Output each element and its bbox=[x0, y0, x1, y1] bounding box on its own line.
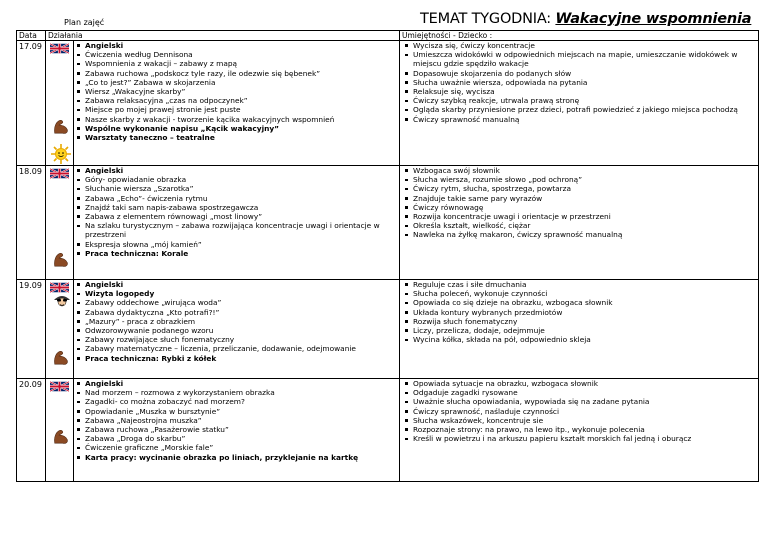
skill-item: Nawleka na żyłkę makaron, ćwiczy sprawność manualną bbox=[400, 230, 758, 239]
skill-item: Wzbogaca swój słownik bbox=[400, 166, 758, 175]
skills-cell bbox=[400, 166, 759, 280]
skill-item: Znajduje takie same pary wyrazów bbox=[400, 194, 758, 203]
row-date: 17.09 bbox=[17, 41, 46, 166]
skill-item: Ogląda skarby przyniesione przez dzieci, potrafi powiedzieć z jakiego miejsca pochodzą bbox=[400, 105, 758, 114]
activity-item: Zabawa ruchowa „Pasażerowie statku” bbox=[74, 425, 399, 434]
table-row bbox=[17, 166, 759, 280]
activity-item: Warsztaty taneczno – teatralne bbox=[74, 133, 399, 142]
activity-item: Zabawa „Najeostrojna muszka” bbox=[74, 416, 399, 425]
skill-item: Słucha wiersza, rozumie słowo „pod ochroną” bbox=[400, 175, 758, 184]
uk-flag-icon bbox=[50, 43, 69, 54]
table-row bbox=[17, 41, 759, 166]
activity-item: Miejsce po mojej prawej stronie jest puste bbox=[74, 105, 399, 114]
activity-item: Nasze skarby z wakacji - tworzenie kącika wakacyjnych wspomnień bbox=[74, 115, 399, 124]
skill-item: Uważnie słucha opowiadania, wypowiada się na zadane pytania bbox=[400, 397, 758, 406]
activity-item: Na szlaku turystycznym – zabawa rozwijająca koncentracje uwagi i orientacje w przestrzeni bbox=[74, 221, 399, 239]
uk-flag-icon bbox=[50, 282, 69, 293]
sun-face-icon bbox=[50, 143, 72, 165]
activity-item: „Co to jest?” Zabawa w skojarzenia bbox=[74, 78, 399, 87]
activity-item: Zabawa relaksacyjna „czas na odpoczynek” bbox=[74, 96, 399, 105]
skill-item: Ćwiczy równowagę bbox=[400, 203, 758, 212]
flexed-arm-icon bbox=[52, 427, 70, 445]
skill-item: Rozwija koncentracje uwagi i orientacje w przestrzeni bbox=[400, 212, 758, 221]
activity-item: Angielski bbox=[74, 280, 399, 289]
icon-cell bbox=[46, 41, 74, 166]
icon-cell bbox=[46, 379, 74, 482]
activity-item: Zabawy rozwijające słuch fonematyczny bbox=[74, 335, 399, 344]
activity-item: „Mazury” - praca z obrazkiem bbox=[74, 317, 399, 326]
activity-item: Nad morzem – rozmowa z wykorzystaniem obrazka bbox=[74, 388, 399, 397]
skill-item: Rozwija słuch fonematyczny bbox=[400, 317, 758, 326]
title-prefix: TEMAT TYGODNIA: bbox=[420, 11, 556, 27]
uk-flag-icon bbox=[50, 168, 69, 179]
skill-item: Wycina kółka, składa na pół, odpowiednio skleja bbox=[400, 335, 758, 344]
header-activities: Działania bbox=[46, 31, 400, 41]
activity-item: Odwzorowywanie podanego wzoru bbox=[74, 326, 399, 335]
skill-item: Ćwiczy sprawność manualną bbox=[400, 115, 758, 124]
skill-item: Odgaduje zagadki rysowane bbox=[400, 388, 758, 397]
activity-item: Angielski bbox=[74, 41, 399, 50]
uk-flag-icon bbox=[50, 381, 69, 392]
flexed-arm-icon bbox=[52, 250, 70, 268]
skill-item: Rozpoznaje strony: na prawo, na lewo itp., wykonuje polecenia bbox=[400, 425, 758, 434]
activity-item: Ćwiczenie graficzne „Morskie fale” bbox=[74, 443, 399, 452]
skill-item: Reguluje czas i siłe dmuchania bbox=[400, 280, 758, 289]
week-theme: Wakacyjne wspomnienia bbox=[555, 11, 752, 27]
activity-item: Ćwiczenia według Dennisona bbox=[74, 50, 399, 59]
activities-cell bbox=[74, 379, 400, 482]
skill-item: Słucha poleceń, wykonuje czynności bbox=[400, 289, 758, 298]
row-date: 18.09 bbox=[17, 166, 46, 280]
page-title bbox=[420, 11, 751, 27]
skills-cell bbox=[400, 280, 759, 379]
activity-item: Góry- opowiadanie obrazka bbox=[74, 175, 399, 184]
activities-cell bbox=[74, 166, 400, 280]
skill-item: Ćwiczy sprawność, naśladuje czynności bbox=[400, 407, 758, 416]
activities-cell bbox=[74, 280, 400, 379]
activity-item: Wspomnienia z wakacji – zabawy z mapą bbox=[74, 59, 399, 68]
skill-item: Ćwiczy szybką reakcje, utrwala prawą stronę bbox=[400, 96, 758, 105]
activity-item: Opowiadanie „Muszka w bursztynie” bbox=[74, 407, 399, 416]
skill-item: Opowiada co się dzieje na obrazku, wzbogaca słownik bbox=[400, 298, 758, 307]
skill-item: Relaksuje się, wycisza bbox=[400, 87, 758, 96]
activity-item: Ekspresja słowna „mój kamień” bbox=[74, 240, 399, 249]
table-row bbox=[17, 280, 759, 379]
activity-item: Praca techniczna: Korale bbox=[74, 249, 399, 258]
activity-item: Wiersz „Wakacyjne skarby” bbox=[74, 87, 399, 96]
activities-cell bbox=[74, 41, 400, 166]
weekly-plan-table bbox=[16, 30, 759, 482]
header-skills: Umiejętności - Dziecko : bbox=[400, 31, 759, 41]
skills-cell bbox=[400, 41, 759, 166]
activity-item: Praca techniczna: Rybki z kółek bbox=[74, 354, 399, 363]
skill-item: Umieszcza widokówki w odpowiednich miejscach na mapie, umieszczanie widokówek w miejscu gdzie spędziło wakacje bbox=[400, 50, 758, 68]
skills-cell bbox=[400, 379, 759, 482]
plan-label: Plan zajęć bbox=[64, 18, 105, 27]
skill-item: Słucha wskazówek, koncentruje sie bbox=[400, 416, 758, 425]
row-date: 19.09 bbox=[17, 280, 46, 379]
table-header-row bbox=[17, 31, 759, 41]
activity-item: Znajdź taki sam napis-zabawa spostrzegawcza bbox=[74, 203, 399, 212]
activity-item: Zagadki- co można zobaczyć nad morzem? bbox=[74, 397, 399, 406]
activity-item: Zabawa „Echo”- ćwiczenia rytmu bbox=[74, 194, 399, 203]
activity-item: Wspólne wykonanie napisu „Kącik wakacyjny” bbox=[74, 124, 399, 133]
skill-item: Ćwiczy rytm, słucha, spostrzega, powtarza bbox=[400, 184, 758, 193]
skill-item: Układa kontury wybranych przedmiotów bbox=[400, 308, 758, 317]
activity-item: Zabawy matematyczne – liczenia, przeliczanie, dodawanie, odejmowanie bbox=[74, 344, 399, 353]
flexed-arm-icon bbox=[52, 117, 70, 135]
activity-item: Słuchanie wiersza „Szarotka” bbox=[74, 184, 399, 193]
header-date: Data bbox=[17, 31, 46, 41]
flexed-arm-icon bbox=[52, 348, 70, 366]
icon-cell bbox=[46, 280, 74, 379]
activity-item: Zabawa dydaktyczna „Kto potrafi?!” bbox=[74, 308, 399, 317]
table-row bbox=[17, 379, 759, 482]
skill-item: Wycisza się, ćwiczy koncentracje bbox=[400, 41, 758, 50]
pilot-face-icon bbox=[52, 294, 72, 308]
skill-item: Słucha uważnie wiersza, odpowiada na pytania bbox=[400, 78, 758, 87]
skill-item: Liczy, przelicza, dodaje, odejmmuje bbox=[400, 326, 758, 335]
skill-item: Dopasowuje skojarzenia do podanych słów bbox=[400, 69, 758, 78]
activity-item: Zabawa ruchowa „podskocz tyle razy, ile odezwie się bębenek” bbox=[74, 69, 399, 78]
activity-item: Wizyta logopedy bbox=[74, 289, 399, 298]
skill-item: Kreśli w powietrzu i na arkuszu papieru kształt morskich fal jedną i oburącz bbox=[400, 434, 758, 443]
activity-item: Zabawa „Droga do skarbu” bbox=[74, 434, 399, 443]
activity-item: Zabawa z elementem równowagi „most linowy” bbox=[74, 212, 399, 221]
activity-item: Angielski bbox=[74, 166, 399, 175]
skill-item: Opowiada sytuacje na obrazku, wzbogaca słownik bbox=[400, 379, 758, 388]
skill-item: Określa kształt, wielkość, ciężar bbox=[400, 221, 758, 230]
activity-item: Karta pracy: wycinanie obrazka po liniach, przyklejanie na kartkę bbox=[74, 453, 399, 462]
activity-item: Angielski bbox=[74, 379, 399, 388]
row-date: 20.09 bbox=[17, 379, 46, 482]
activity-item: Zabawy oddechowe „wirująca woda” bbox=[74, 298, 399, 307]
icon-cell bbox=[46, 166, 74, 280]
